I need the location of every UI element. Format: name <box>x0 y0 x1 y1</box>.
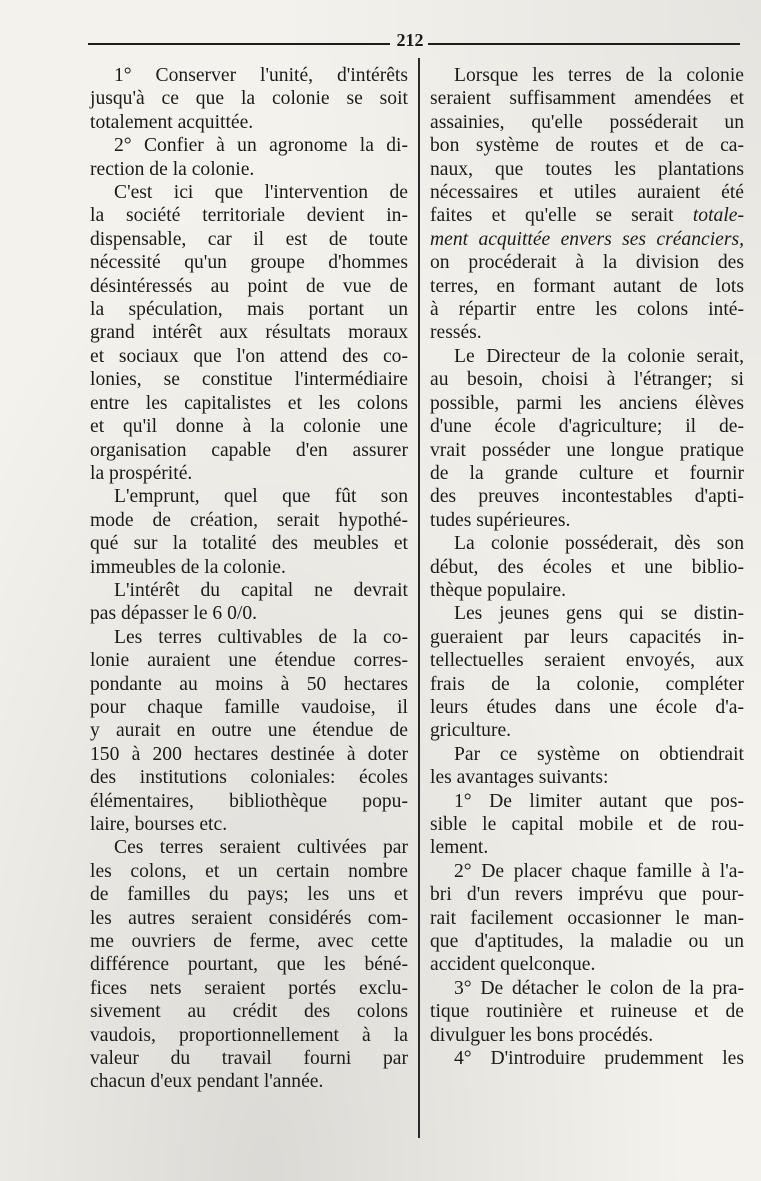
text-line: grand intérêt aux résultats moraux <box>90 322 408 344</box>
text-line: jusqu'à ce que la colonie se soit <box>90 88 408 110</box>
text-line: rection de la colonie. <box>90 158 255 180</box>
text-line: terres, en formant autant de lots <box>430 275 744 297</box>
text-line: lonies, se constitue l'intermédiaire <box>90 369 408 391</box>
text-line: et qu'il donne à la colonie une <box>90 416 408 438</box>
text-line: me ouvriers de ferme, avec cette <box>90 931 408 953</box>
text-line: divulguer les bons procédés. <box>430 1024 654 1046</box>
text-line: bon système de routes et de ca- <box>430 135 744 157</box>
text-line: sible le capital mobile et de rou- <box>430 814 744 835</box>
text-line: que d'aptitudes, la maladie ou un <box>430 931 744 953</box>
italic-segment: ment acquittée envers ses créanciers, <box>430 228 744 250</box>
text-line: élémentaires, bibliothèque popu- <box>90 790 408 812</box>
text-line: des institutions coloniales: écoles <box>90 767 408 789</box>
text-line: d'une école d'agriculture; il de- <box>430 416 744 438</box>
page-header <box>88 30 740 56</box>
text-line: chacun d'eux pendant l'année. <box>90 1071 324 1093</box>
text-line: y aurait en outre une étendue de <box>90 720 408 742</box>
text-line: assainies, qu'elle posséderait un <box>430 111 744 133</box>
text-line: La colonie posséderait, dès son <box>454 533 744 555</box>
text-line: on procéderait à la division des <box>430 252 744 274</box>
text-line: 3° De détacher le colon de la pra- <box>454 977 744 999</box>
text-line: 1° Conserver l'unité, d'intérêts <box>114 65 408 86</box>
text-line: tellectuelles seraient envoyés, aux <box>430 650 744 672</box>
text-line: et sociaux que l'on attend des co- <box>90 345 408 367</box>
text-line: à répartir entre les colons inté- <box>430 299 744 321</box>
text-line: entre les capitalistes et les colons <box>90 392 408 414</box>
text-line: seraient suffisamment amendées et <box>430 88 744 110</box>
text-line: 2° De placer chaque famille à l'a- <box>454 860 744 882</box>
text-line-mixed <box>430 204 744 227</box>
italic-segment: totale- <box>692 205 745 227</box>
text-line: les avantages suivants: <box>430 767 609 789</box>
text-line: pas dépasser le 6 0/0. <box>90 603 258 625</box>
right-column <box>430 64 744 1070</box>
text-line: Lorsque les terres de la colonie <box>454 65 744 86</box>
text-line: accident quelconque. <box>430 954 596 976</box>
text-line: immeubles de la colonie. <box>90 556 286 578</box>
text-line: thèque populaire. <box>430 579 567 601</box>
text-line: la spéculation, mais portant un <box>90 299 408 321</box>
text-line: pour chaque famille vaudoise, il <box>90 696 408 718</box>
text-line: L'emprunt, quel que fût son <box>114 486 408 508</box>
text-line: organisation capable d'en assurer <box>90 439 408 461</box>
text-line: 1° De limiter autant que pos- <box>454 790 744 812</box>
text-line: qué sur la totalité des meubles et <box>90 533 408 555</box>
header-rule-right <box>428 43 740 45</box>
text-line: de familles du pays; les uns et <box>90 884 408 906</box>
text-line: vaudois, proportionnellement à la <box>90 1024 408 1046</box>
text-line: lonie auraient une étendue corres- <box>90 650 408 672</box>
text-line: au besoin, choisi à l'étranger; si <box>430 369 744 391</box>
text-line: vrait posséder une longue pratique <box>430 439 744 461</box>
text-line: L'intérêt du capital ne devrait <box>114 579 408 601</box>
header-rule-left <box>88 43 390 45</box>
text-line: début, des écoles et une biblio- <box>430 556 744 578</box>
text-line: tudes supérieures. <box>430 509 571 531</box>
text-line: différence pourtant, que les béné- <box>90 954 408 976</box>
text-line <box>430 228 744 251</box>
text-line: 2° Confier à un agronome la di- <box>114 135 408 157</box>
column-divider <box>418 58 420 1138</box>
text-line: possible, parmi les anciens élèves <box>430 392 744 414</box>
text-line: 4° D'introduire prudemment les <box>454 1048 744 1070</box>
text-line: nécessaires et utiles auraient été <box>430 182 744 204</box>
text-line: Les jeunes gens qui se distin- <box>454 603 744 625</box>
text-line: C'est ici que l'intervention de <box>114 182 408 204</box>
text-line: la société territoriale devient in- <box>90 205 408 227</box>
page-number: 212 <box>396 30 424 50</box>
text-line: sivement au crédit des colons <box>90 1001 408 1023</box>
text-line: de la grande culture et fournir <box>430 462 744 484</box>
text-line: pondante au moins à 50 hectares <box>90 673 408 695</box>
text-line: des preuves incontestables d'apti- <box>430 486 744 508</box>
text-line: Ces terres seraient cultivées par <box>114 837 408 859</box>
text-line: Par ce système on obtiendrait <box>454 743 744 765</box>
text-line: ressés. <box>430 322 482 344</box>
text-line: les autres seraient considérés com- <box>90 907 408 929</box>
text-line: valeur du travail fourni par <box>90 1048 408 1070</box>
text-line: lement. <box>430 837 489 859</box>
text-line: rait facilement occasionner le man- <box>430 907 744 929</box>
text-line: désintéressés au point de vue de <box>90 275 408 297</box>
text-line: Les terres cultivables de la co- <box>114 626 408 648</box>
text-line: naux, que toutes les plantations <box>430 158 744 180</box>
text-line: totalement acquittée. <box>90 111 254 133</box>
text-line: bri d'un revers imprévu que pour- <box>430 884 744 906</box>
left-column <box>90 64 408 1094</box>
text-line: leurs études dans une école d'a- <box>430 696 744 718</box>
text-line: fices nets seraient portés exclu- <box>90 977 408 999</box>
text-line: nécessité qu'un groupe d'hommes <box>90 252 408 274</box>
text-line: Le Directeur de la colonie serait, <box>454 345 744 367</box>
text-line: griculture. <box>430 720 512 742</box>
text-line: frais de la colonie, compléter <box>430 673 744 695</box>
text-line: tique routinière et ruineuse et de <box>430 1001 744 1023</box>
text-line: mode de création, serait hypothé- <box>90 509 408 531</box>
text-line: gueraient par leurs capacités in- <box>430 626 744 648</box>
text-line: les colons, et un certain nombre <box>90 860 408 882</box>
text-line: la prospérité. <box>90 462 193 484</box>
text-line: laire, bourses etc. <box>90 814 228 835</box>
text-line: 150 à 200 hectares destinée à doter <box>90 743 408 765</box>
text-line: dispensable, car il est de toute <box>90 228 408 250</box>
text-segment: faites et qu'elle se serait <box>430 205 674 227</box>
